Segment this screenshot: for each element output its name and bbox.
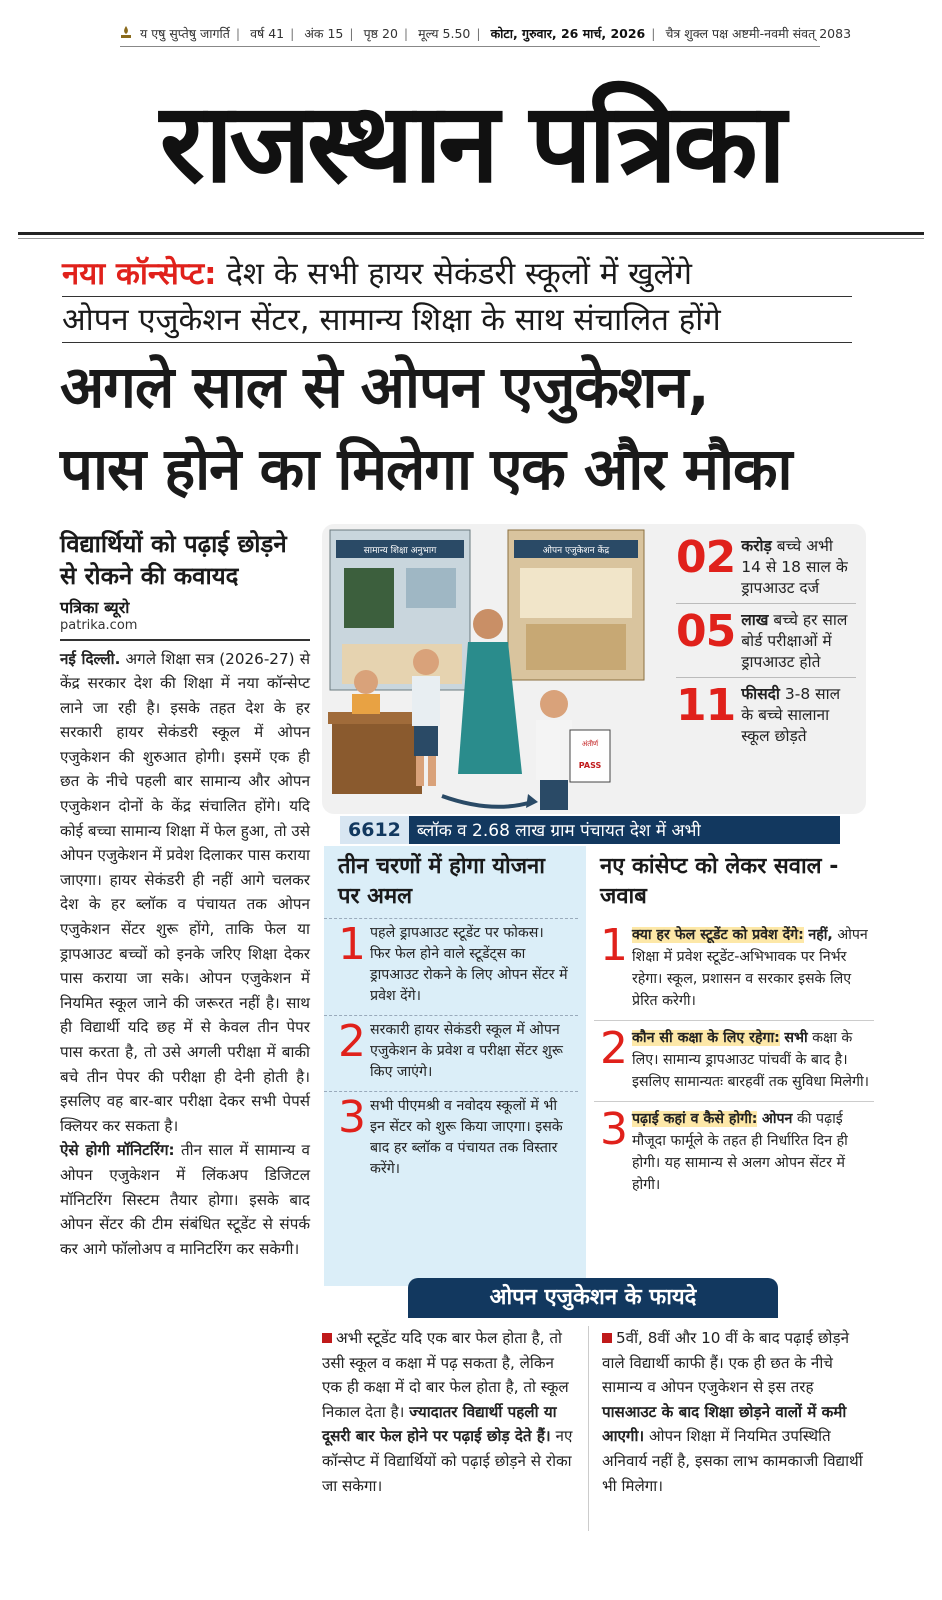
phase-item (324, 1015, 578, 1091)
sign-right: ओपन एजुकेशन केंद्र (542, 546, 610, 556)
kicker-text-2: ओपन एजुकेशन सेंटर, सामान्य शिक्षा के साथ संचालित होंगे (62, 302, 721, 338)
benefit-left-b: ज्यादातर विद्यार्थी पहली या दूसरी बार फेल होने पर पढ़ाई छोड़ देते हैं। (322, 1402, 557, 1446)
bullet-square-icon (322, 1333, 332, 1343)
faq-answer: की पढ़ाई मौजूदा फार्मूले के तहत ही निर्धारित दिन ही होगी। यह सामान्य से अलग ओपन सेंटर में होगी। (632, 1111, 848, 1193)
benefit-right-b: पासआउट के बाद शिक्षा छोड़ने वालों में कमी आएगी। (602, 1402, 847, 1446)
faq-title: नए कांसेप्ट को लेकर सवाल - जवाब (600, 854, 839, 909)
issue: अंक 15 (304, 26, 344, 41)
lead-rule (60, 639, 310, 641)
pages: पृष्ठ 20 (363, 26, 398, 41)
phase-text: सरकारी हायर सेकंडरी स्कूल में ओपन एजुकेशन के प्रवेश व परीक्षा सेंटर शुरू किए जाएंगे। (370, 1022, 563, 1080)
benefits-title: ओपन एजुकेशन के फायदे (408, 1278, 778, 1318)
subhead: विद्यार्थियों को पढ़ाई छोड़ने से रोकने की कवायद (60, 530, 287, 590)
benefits-divider (588, 1326, 589, 1531)
phase-number: 2 (338, 1016, 366, 1067)
stat-item (676, 680, 856, 751)
card-stamp: PASS (578, 761, 602, 770)
stat-number: 05 (676, 606, 736, 657)
year: वर्ष 41 (250, 26, 285, 41)
kicker-line-2 (62, 298, 852, 343)
faq-answer: कक्षा के लिए। सामान्य ड्रापआउट पांचवीं के बाद है। इसलिए सामान्यतः बारहवीं तक सुविधा मिलेगी। (632, 1030, 870, 1090)
masthead-rule (18, 232, 924, 235)
motto: य एषु सुप्तेषु जागर्ति (139, 26, 230, 41)
monitoring-label: ऐसे होगी मॉनिटरिंग: (60, 1141, 175, 1160)
faq-item (594, 918, 874, 1021)
bullet-square-icon (602, 1333, 612, 1343)
faq-answer: ओपन शिक्षा में प्रवेश स्टूडेंट-अभिभावक पर निर्भर रहेगा। स्कूल, प्रशासन व सरकार इसके लिए प्रेरित करेगी। (632, 927, 868, 1009)
stat-bar-text: ब्लॉक व 2.68 लाख ग्राम पंचायत देश में अभी (416, 821, 701, 841)
faq-question: कौन सी कक्षा के लिए रहेगा: (632, 1030, 780, 1046)
benefit-left-a: अभी स्टूडेंट यदि एक बार फेल होता है, तो उसी स्कूल व कक्षा में पढ़ सकता है, लेकिन एक ही कक्षा में दो बार फेल होता है, तो स्कूल निकाल देता है। (322, 1329, 569, 1421)
masthead-rule-thin (18, 238, 924, 239)
faq-number: 3 (600, 1104, 628, 1155)
faq-answer-bold: सभी (784, 1030, 808, 1046)
byline: पत्रिका ब्यूरो (60, 598, 130, 617)
samvat: चैत्र शुक्ल पक्ष अष्टमी-नवमी संवत् 2083 (665, 26, 852, 41)
sign-left: सामान्य शिक्षा अनुभाग (363, 546, 437, 556)
faq-question: क्या हर फेल स्टूडेंट को प्रवेश देंगे: (632, 927, 804, 943)
stat-desc: बच्चे अभी 14 से 18 साल के ड्रापआउट दर्ज (741, 537, 848, 597)
stat-desc: बच्चे हर साल बोर्ड परीक्षाओं में ड्रापआउट होते (741, 611, 848, 671)
faq-item (594, 1102, 874, 1204)
faq-question: पढ़ाई कहां व कैसे होगी: (632, 1111, 758, 1127)
monitoring-text: तीन साल में सामान्य व ओपन एजुकेशन में लिंकअप डिजिटल मॉनिटरिंग सिस्टम तैयार होगा। इसके बाद ओपन सेंटर की टीम संबंधित स्टूडेंट से संपर्क कर आगे फॉलोअप व मानिटरिंग कर सकेगी। (60, 1141, 311, 1258)
stat-number: 02 (676, 532, 736, 583)
phase-number: 1 (338, 919, 366, 970)
faq-box (594, 846, 874, 1204)
headline-line-2: पास होने का मिलेगा एक और मौका (60, 435, 792, 503)
faq-number: 1 (600, 920, 628, 971)
phases-box (324, 846, 586, 1286)
faq-answer-bold: नहीं, (808, 927, 833, 943)
price: मूल्य 5.50 (418, 26, 471, 41)
dateline: य एषु सुप्तेषु जागर्ति | वर्ष 41 | अंक 15 | पृष्ठ 20 | मूल्य 5.50 | कोटा, गुरुवार, 26 मार्च, 2026 | चैत्र शुक्ल पक्ष अष्टमी-नवमी संवत् 2083 (120, 25, 820, 47)
lead-paragraph (60, 647, 310, 1139)
phase-item (324, 1091, 578, 1188)
benefit-right (602, 1326, 870, 1498)
stat-bar-number: 6612 (340, 816, 409, 844)
kicker-text-1: देश के सभी हायर सेकंडरी स्कूलों में खुलेंगे (226, 256, 692, 292)
stats-list (676, 532, 856, 757)
faq-answer-bold: ओपन (761, 1111, 793, 1127)
benefit-right-c: ओपन शिक्षा में नियमित उपस्थिति अनिवार्य नहीं है, इसका लाभ कामकाजी विद्यार्थी भी मिलेगा। (602, 1427, 863, 1495)
phase-item (324, 918, 578, 1015)
masthead-logo: राजस्थान पत्रिका (159, 79, 783, 207)
stat-item (676, 532, 856, 604)
lead-text: अगले शिक्षा सत्र (2026-27) से केंद्र सरकार देश की शिक्षा में नया कॉन्सेप्ट लाने जा रही है। इसके तहत देश के हर सरकारी हायर सेकंडरी स्कूल में ओपन एजुकेशन की शुरुआत होगी। इसमें एक ही छत के नीचे पहली बार सामान्य और ओपन एजुकेशन दोनों के केंद्र संचालित होंगे। यदि कोई बच्चा सामान्य शिक्षा में फेल हुआ, तो उसे ओपन एजुकेशन में प्रवेश दिलाकर पास कराया जाएगा। हायर सेकंडरी ही नहीं आगे चलकर देश के हर ब्लॉक व पंचायत तक ओपन एजुकेशन सेंटर शुरू होंगे, ताकि फेल या ड्रापआउट बच्चों को इनके जरिए शिक्षा देकर पास कराया जा सके। ओपन एजुकेशन में नियमित स्कूल जाने की जरूरत नहीं है। साथ ही विद्यार्थी यदि छह में से केवल तीन पेपर पास करता है, तो उसे अगली परीक्षा में बाकी बचे तीन पेपर की परीक्षा ही देनी होती है। इसलिए वह बार-बार परीक्षा देकर सभी पेपर्स क्लियर कर सकता है। (60, 649, 310, 1135)
site-link[interactable]: patrika.com (60, 618, 138, 633)
place-date: कोटा, गुरुवार, 26 मार्च, 2026 (490, 26, 646, 41)
phase-number: 3 (338, 1092, 366, 1143)
stat-number: 11 (676, 680, 736, 731)
phase-text: पहले ड्रापआउट स्टूडेंट पर फोकस। फिर फेल होने वाले स्टूडेंट्स का ड्रापआउट रोकने के लिए ओपन सेंटर में प्रवेश देंगे। (370, 925, 568, 1004)
benefit-left (322, 1326, 578, 1498)
stat-item (676, 606, 856, 678)
kicker-label: नया कॉन्सेप्ट: (62, 256, 217, 292)
lead-dateline: नई दिल्ली. (60, 649, 121, 668)
stat-unit: लाख (741, 611, 769, 629)
benefit-right-a: 5वीं, 8वीं और 10 वीं के बाद पढ़ाई छोड़ने वाले विद्यार्थी काफी हैं। एक ही छत के नीचे सामान्य व ओपन एजुकेशन से इस तरह (602, 1329, 850, 1397)
stat-unit: फीसदी (741, 685, 780, 703)
headline-line-1: अगले साल से ओपन एजुकेशन, (60, 353, 709, 421)
lead-column (60, 528, 310, 1261)
kicker-line-1 (62, 252, 852, 297)
panchayat-stat-bar (340, 816, 840, 844)
phases-title: तीन चरणों में होगा योजना पर अमल (338, 854, 545, 909)
classroom-illustration (322, 524, 652, 814)
monitoring-paragraph (60, 1138, 310, 1261)
phase-text: सभी पीएमश्री व नवोदय स्कूलों में भी इन सेंटर को शुरू किया जाएगा। इसके बाद हर ब्लॉक व पंचायत तक विस्तार करेंगे। (370, 1098, 563, 1177)
benefit-left-c: नए कॉन्सेप्ट में विद्यार्थियों को पढ़ाई छोड़ने से रोका जा सकेगा। (322, 1427, 573, 1495)
stat-unit: करोड़ (741, 537, 772, 555)
lamp-icon (120, 26, 132, 40)
stat-desc: 3-8 साल के बच्चे सालाना स्कूल छोड़ते (741, 685, 841, 745)
faq-item (594, 1021, 874, 1102)
faq-number: 2 (600, 1023, 628, 1074)
card-top: अंतीर्ण (581, 740, 599, 748)
